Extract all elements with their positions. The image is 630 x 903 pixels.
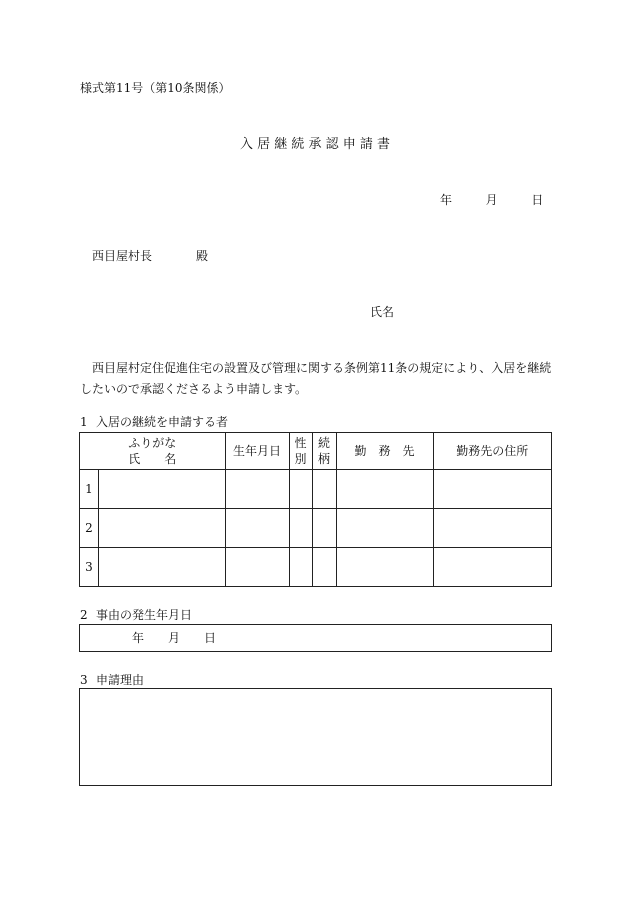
cell-birth[interactable] [225, 548, 289, 587]
form-number: 様式第11号（第10条関係） [80, 81, 231, 95]
application-reason-field[interactable] [79, 688, 552, 786]
cell-name[interactable] [99, 548, 226, 587]
cell-sex[interactable] [289, 548, 312, 587]
header-name [80, 433, 226, 470]
table-header-row [80, 433, 552, 470]
date-day-label: 日 [531, 193, 544, 207]
header-work-address: 勤務先の住所 [433, 433, 551, 470]
occurrence-month-label: 月 [168, 631, 181, 645]
section2-number: 2 [80, 608, 88, 622]
cell-workplace[interactable] [336, 509, 433, 548]
header-birth: 生年月日 [225, 433, 289, 470]
header-relationship [312, 433, 336, 470]
header-rel-1: 続 [318, 436, 331, 450]
row-number: 3 [80, 548, 99, 587]
header-name-label: 氏 名 [128, 452, 177, 466]
row-number: 1 [80, 470, 99, 509]
cell-workplace[interactable] [336, 470, 433, 509]
section3-heading [80, 674, 144, 686]
section1-heading [80, 416, 228, 428]
table-row [80, 509, 552, 548]
document-title: 入 居 継 続 承 認 申 請 書 [239, 137, 391, 152]
cell-sex[interactable] [289, 470, 312, 509]
cell-relationship[interactable] [312, 509, 336, 548]
section1-title: 入居の継続を申請する者 [96, 415, 229, 429]
cell-work-address[interactable] [433, 548, 551, 587]
date-year-label: 年 [440, 193, 453, 207]
header-sex-1: 性 [294, 436, 307, 450]
section3-number: 3 [80, 673, 88, 687]
header-workplace: 勤 務 先 [336, 433, 433, 470]
addressee-honorific: 殿 [196, 249, 209, 263]
section3-title: 申請理由 [96, 673, 145, 687]
cell-work-address[interactable] [433, 509, 551, 548]
section2-heading [80, 609, 192, 621]
addressee [92, 250, 208, 262]
section2-title: 事由の発生年月日 [96, 608, 193, 622]
header-sex-2: 別 [294, 452, 307, 466]
table-row [80, 470, 552, 509]
row-number: 2 [80, 509, 99, 548]
table-row [80, 548, 552, 587]
cell-work-address[interactable] [433, 470, 551, 509]
addressee-name: 西目屋村長 [92, 249, 153, 263]
date-month-label: 月 [485, 193, 498, 207]
cell-birth[interactable] [225, 470, 289, 509]
cell-name[interactable] [99, 470, 226, 509]
header-sex [289, 433, 312, 470]
cell-relationship[interactable] [312, 548, 336, 587]
cell-sex[interactable] [289, 509, 312, 548]
occurrence-year-label: 年 [132, 631, 145, 645]
applicant-name-label: 氏名 [370, 305, 395, 319]
cell-relationship[interactable] [312, 470, 336, 509]
applicants-table [79, 432, 552, 587]
cell-birth[interactable] [225, 509, 289, 548]
date-line [440, 194, 543, 206]
header-furigana: ふりがな [128, 436, 177, 450]
occurrence-day-label: 日 [204, 631, 217, 645]
section1-number: 1 [80, 415, 88, 429]
body-text: 西目屋村定住促進住宅の設置及び管理に関する条例第11条の規定により、入居を継続したいので承認くださるよう申請します。 [80, 361, 552, 396]
cell-name[interactable] [99, 509, 226, 548]
occurrence-date-field[interactable] [79, 624, 552, 652]
header-rel-2: 柄 [318, 452, 331, 466]
cell-workplace[interactable] [336, 548, 433, 587]
